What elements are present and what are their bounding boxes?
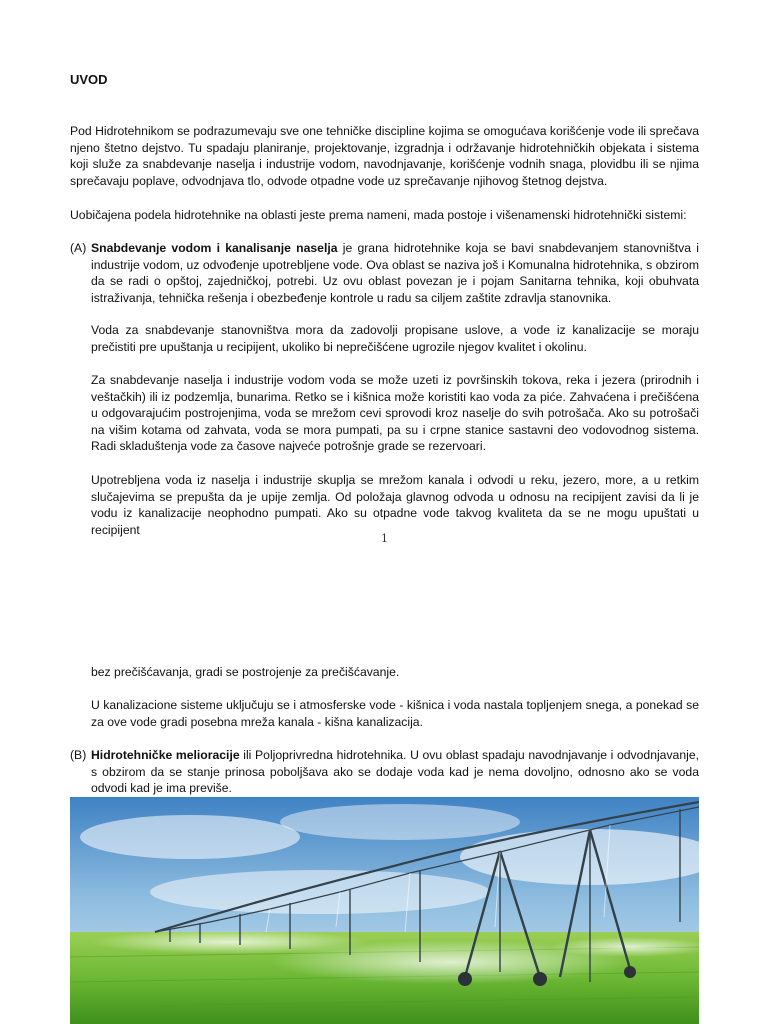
classification-paragraph: Uobičajena podela hidrotehnike na oblasti jeste prema nameni, mada postoje i višenamenski hidrotehnički sistemi: bbox=[70, 208, 687, 222]
section-a-paragraph bbox=[91, 240, 699, 306]
intro-paragraph: Pod Hidrotehnikom se podrazumevaju sve one tehničke discipline kojima se omogućava korišćenje vode ili sprečava njeno štetno dejstvo. Tu spadaju planiranje, projektovanje, izgradnja i održavanje hidrotehničkih objekata i sistema koji služe za snabdevanje naselja i industrije vodom, navodnjavanje, korišćenje vodnih snaga, plovidbu ili se njima sprečavaju poplave, odvodnjava tlo, odvode otpadne vode uz sprečavanje njihovog štetnog dejstva. bbox=[70, 124, 699, 188]
section-a-paragraph-2: Voda za snabdevanje stanovništva mora da zadovolji propisane uslove, a vode iz kanalizacije se moraju prečistiti pre upuštanja u recipijent, ukoliko bi neprečišćene ugrozile njegov kvalitet i okolinu. bbox=[91, 323, 699, 354]
center-pivot-irrigation-image bbox=[70, 797, 699, 1024]
section-b-marker: (B) bbox=[70, 748, 87, 762]
section-a-marker: (A) bbox=[70, 241, 87, 255]
section-b-heading: Hidrotehničke melioracije bbox=[91, 748, 240, 762]
section-a-paragraph-4: Upotrebljena voda iz naselja i industrije skuplja se mrežom kanala i odvodi u reku, jezero, more, a u retkim slučajevima se prepušta da je upije zemlja. Od položaja glavnog odvoda u odnosu na recipijent zavisi da li je vodu iz kanalizacije neophodno pumpati. Ako su otpadne vode takvog kvaliteta da se ne mogu upuštati u recipijent bbox=[91, 473, 699, 537]
section-a-paragraph-5: U kanalizacione sisteme uključuju se i atmosferske vode - kišnica i voda nastala topljenjem snega, a ponekad se za ove vode gradi posebna mreža kanala - kišna kanalizacija. bbox=[91, 698, 699, 729]
section-a-paragraph-4-continued: bez prečišćavanja, gradi se postrojenje za prečišćavanje. bbox=[91, 665, 400, 679]
section-a-text: je grana hidrotehnike koja se bavi snabdevanjem stanovništva i industrije vodom, uz odvođenje upotrebljene vode. Ova oblast se naziva još i Komunalna hidrotehnika, s obzirom da se radi o opštoj, zajedničkoj, potrebi. Uz ovu oblast povezan je i pojam Sanitarna tehnika, koji obuhvata istraživanja, tehnička rešenja i obezbeđenje kontrole u radu sa ciljem zaštite zdravlja stanovnika. bbox=[91, 241, 699, 305]
section-b-paragraph bbox=[91, 747, 699, 797]
section-a-heading: Snabdevanje vodom i kanalisanje naselja bbox=[91, 241, 338, 255]
page-number: 1 bbox=[381, 532, 388, 545]
section-b-text: ili Poljoprivredna hidrotehnika. U ovu oblast spadaju navodnjavanje i odvodnjavanje, s obzirom da se stanje prinosa poboljšava ako se dodaje voda kad je nema dovoljno, odnosno ako se voda odvodi kad je ima previše. bbox=[91, 748, 699, 796]
page-title: UVOD bbox=[70, 72, 108, 87]
section-a-paragraph-3: Za snabdevanje naselja i industrije vodom voda se može uzeti iz površinskih tokova, reka i jezera (prirodnih i veštačkih) ili iz podzemlja, bunarima. Retko se i kišnica može koristiti kao voda za piće. Zahvaćena i prečišćena u odgovarajućim postrojenjima, voda se mrežom cevi sprovodi kroz naselje do svih potrošača. Ako su potrošači na višim kotama od zahvata, voda se mora pumpati, pa su i crpne stanice sastavni deo vodovodnog sistema. Radi skladuštenja vode za časove najveće potrošnje grade se rezervoari. bbox=[91, 373, 699, 454]
irrigation-photo bbox=[70, 797, 699, 1024]
